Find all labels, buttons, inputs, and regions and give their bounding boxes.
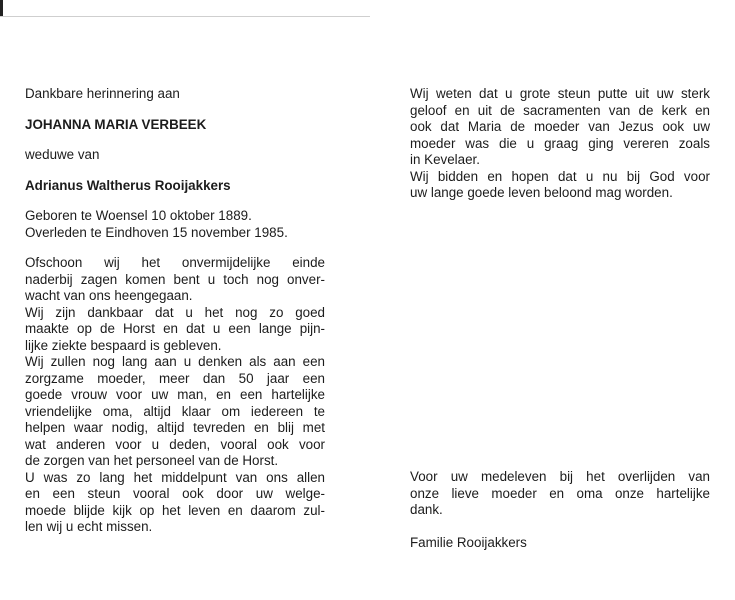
text-line: vriendelijke oma, altijd klaar om iedereen te [25, 403, 325, 419]
text-line: lijke ziekte bespaard is gebleven. [25, 337, 222, 353]
text-line: Wij weten dat u grote steun putte uit uw sterk [410, 86, 710, 101]
thanks-text [410, 469, 710, 519]
text-line: geloof en uit de sacramenten van de kerk en [410, 102, 710, 118]
text-line: moeder was die u graag ging vereren zoals [410, 135, 710, 151]
text-line: in Kevelaer. [410, 152, 480, 167]
birth-line: Geboren te Woensel 10 oktober 1889. [25, 208, 252, 223]
text-line: len wij u echt missen. [25, 519, 153, 534]
intro-text: Dankbare herinnering aan [25, 86, 180, 101]
text-line: uw lange goede leven beloond mag worden. [410, 185, 673, 200]
text-line: Ofschoon wij het onvermijdelijke einde [25, 255, 325, 270]
text-line: U was zo lang het middelpunt van ons allen [25, 469, 325, 485]
text-line: helpen waar nodig, altijd tevreden en blij met [25, 420, 325, 435]
text-line: onze lieve moeder en oma onze hartelijke [410, 485, 710, 501]
scan-edge-line [0, 16, 370, 17]
text-line: goede vrouw voor uw man, en een hartelijke [25, 387, 325, 402]
text-line: naderbij zagen komen bent u toch nog onver- [25, 271, 325, 287]
memorial-text [25, 255, 325, 536]
text-line: maakte op de Horst en dat u een lange pijn- [25, 321, 325, 336]
right-column [410, 86, 710, 202]
text-line: ook dat Maria de moeder van Jezus ook uw [410, 119, 710, 134]
text-line: Wij zullen nog lang aan u denken als aan een [25, 354, 325, 369]
death-line: Overleden te Eindhoven 15 november 1985. [25, 224, 288, 240]
text-line: Voor uw medeleven bij het overlijden van [410, 469, 710, 484]
text-line: moede blijde kijk op het leven en daarom zul- [25, 502, 325, 518]
scan-edge-mark [0, 0, 3, 16]
text-line: Wij bidden en hopen dat u nu bij God voor [410, 168, 710, 184]
deceased-name: JOHANNA MARIA VERBEEK [25, 116, 207, 132]
text-line: dank. [410, 502, 443, 517]
text-line: wat anderen voor u deden, vooral ook voor [25, 436, 325, 452]
text-line: Wij zijn dankbaar dat u het nog zo goed [25, 304, 325, 320]
text-line: de zorgen van het personeel van de Horst. [25, 453, 279, 468]
widow-of-text: weduwe van [25, 147, 100, 162]
family-signature: Familie Rooijakkers [410, 535, 527, 550]
text-line: zorgzame moeder, meer dan 50 jaar een [25, 370, 325, 386]
text-line: en een steun vooral ook door uw welge- [25, 486, 325, 501]
husband-name: Adrianus Waltherus Rooijakkers [25, 177, 231, 193]
text-line: wacht van ons heengegaan. [25, 288, 193, 303]
left-column [25, 86, 325, 536]
